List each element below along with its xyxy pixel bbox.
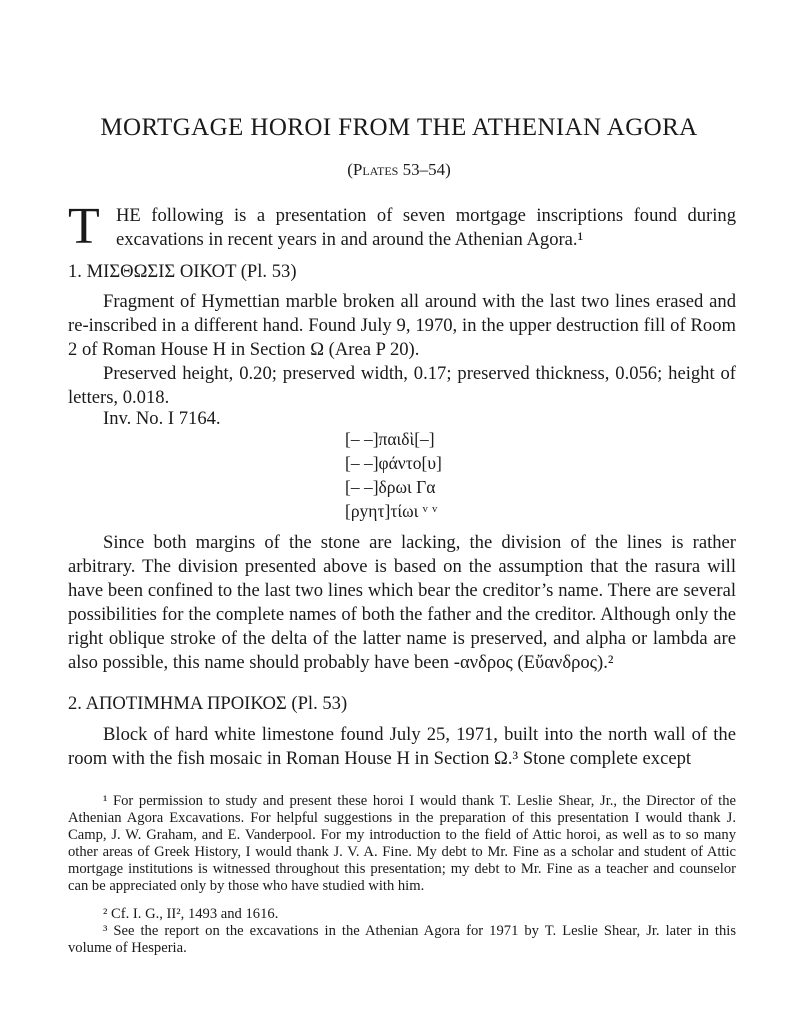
section-1-heading: 1. ΜΙΣΘΩΣΙΣ ΟΙΚΟΤ (Pl. 53) [68, 261, 297, 282]
section-2-heading: 2. ΑΠΟΤΙΜΗΜΑ ΠΡΟΙΚΟΣ (Pl. 53) [68, 693, 348, 714]
inscription-text [345, 427, 442, 523]
section-1-description: Fragment of Hymettian marble broken all around with the last two lines erased and re-inscribed in a different hand. Found July 9, 1970, in the upper destruction fill of Room 2 of Roman House H in Section Ω (Area P 20). [68, 291, 736, 360]
plates-reference: (Plates 53–54) [347, 160, 451, 179]
inscription-line: [– –]παιδὶ[–] [345, 429, 435, 449]
section-1-measurements: Preserved height, 0.20; preserved width, 0.17; preserved thickness, 0.056; height of letters, 0.018. [68, 363, 736, 408]
inscription-line: [ρyητ]τίωι ᵛ ᵛ [345, 501, 438, 521]
intro-paragraph: HE following is a presentation of seven mortgage inscriptions found during excavations in recent years in and around the Athenian Agora.¹ [116, 205, 736, 250]
section-1-commentary: Since both margins of the stone are lacking, the division of the lines is rather arbitrary. The division presented above is based on the assumption that the rasura will have been confined to the last two lines which bear the creditor’s name. There are several possibilities for the complete names of both the father and the creditor. Although only the right oblique stroke of the delta of the latter name is preserved, and alpha or lambda are also possible, this name should probably have been -ανδρος (Εὔανδρος).² [68, 532, 736, 673]
section-2-description: Block of hard white limestone found July 25, 1971, built into the north wall of the room with the fish mosaic in Roman House H in Section Ω.³ Stone complete except [68, 724, 736, 769]
footnote-1: ¹ For permission to study and present these horoi I would thank T. Leslie Shear, Jr., the Director of the Athenian Agora Excavations. For helpful suggestions in the preparation of this presentation I would thank J. Camp, J. W. Graham, and E. Vanderpool. For my introduction to the field of Attic horoi, as well as to so many other areas of Greek History, I would thank J. V. A. Fine. My debt to Mr. Fine as a scholar and student of Attic mortgage institutions is witnessed throughout this presentation; my debt to Mr. Fine as a teacher and counselor can be appreciated only by those who have studied with him. [68, 793, 736, 894]
article-title: MORTGAGE HOROI FROM THE ATHENIAN AGORA [100, 114, 698, 141]
inscription-line: [– –]φάντο[υ] [345, 453, 442, 473]
footnote-2: ² Cf. I. G., II², 1493 and 1616. [103, 906, 279, 922]
drop-cap: T [68, 198, 100, 255]
inventory-number: Inv. No. I 7164. [103, 408, 221, 429]
inscription-line: [– –]δρωι Γα [345, 477, 436, 497]
footnote-3: ³ See the report on the excavations in the Athenian Agora for 1971 by T. Leslie Shear, Jr. later in this volume of Hesperia. [68, 923, 736, 956]
